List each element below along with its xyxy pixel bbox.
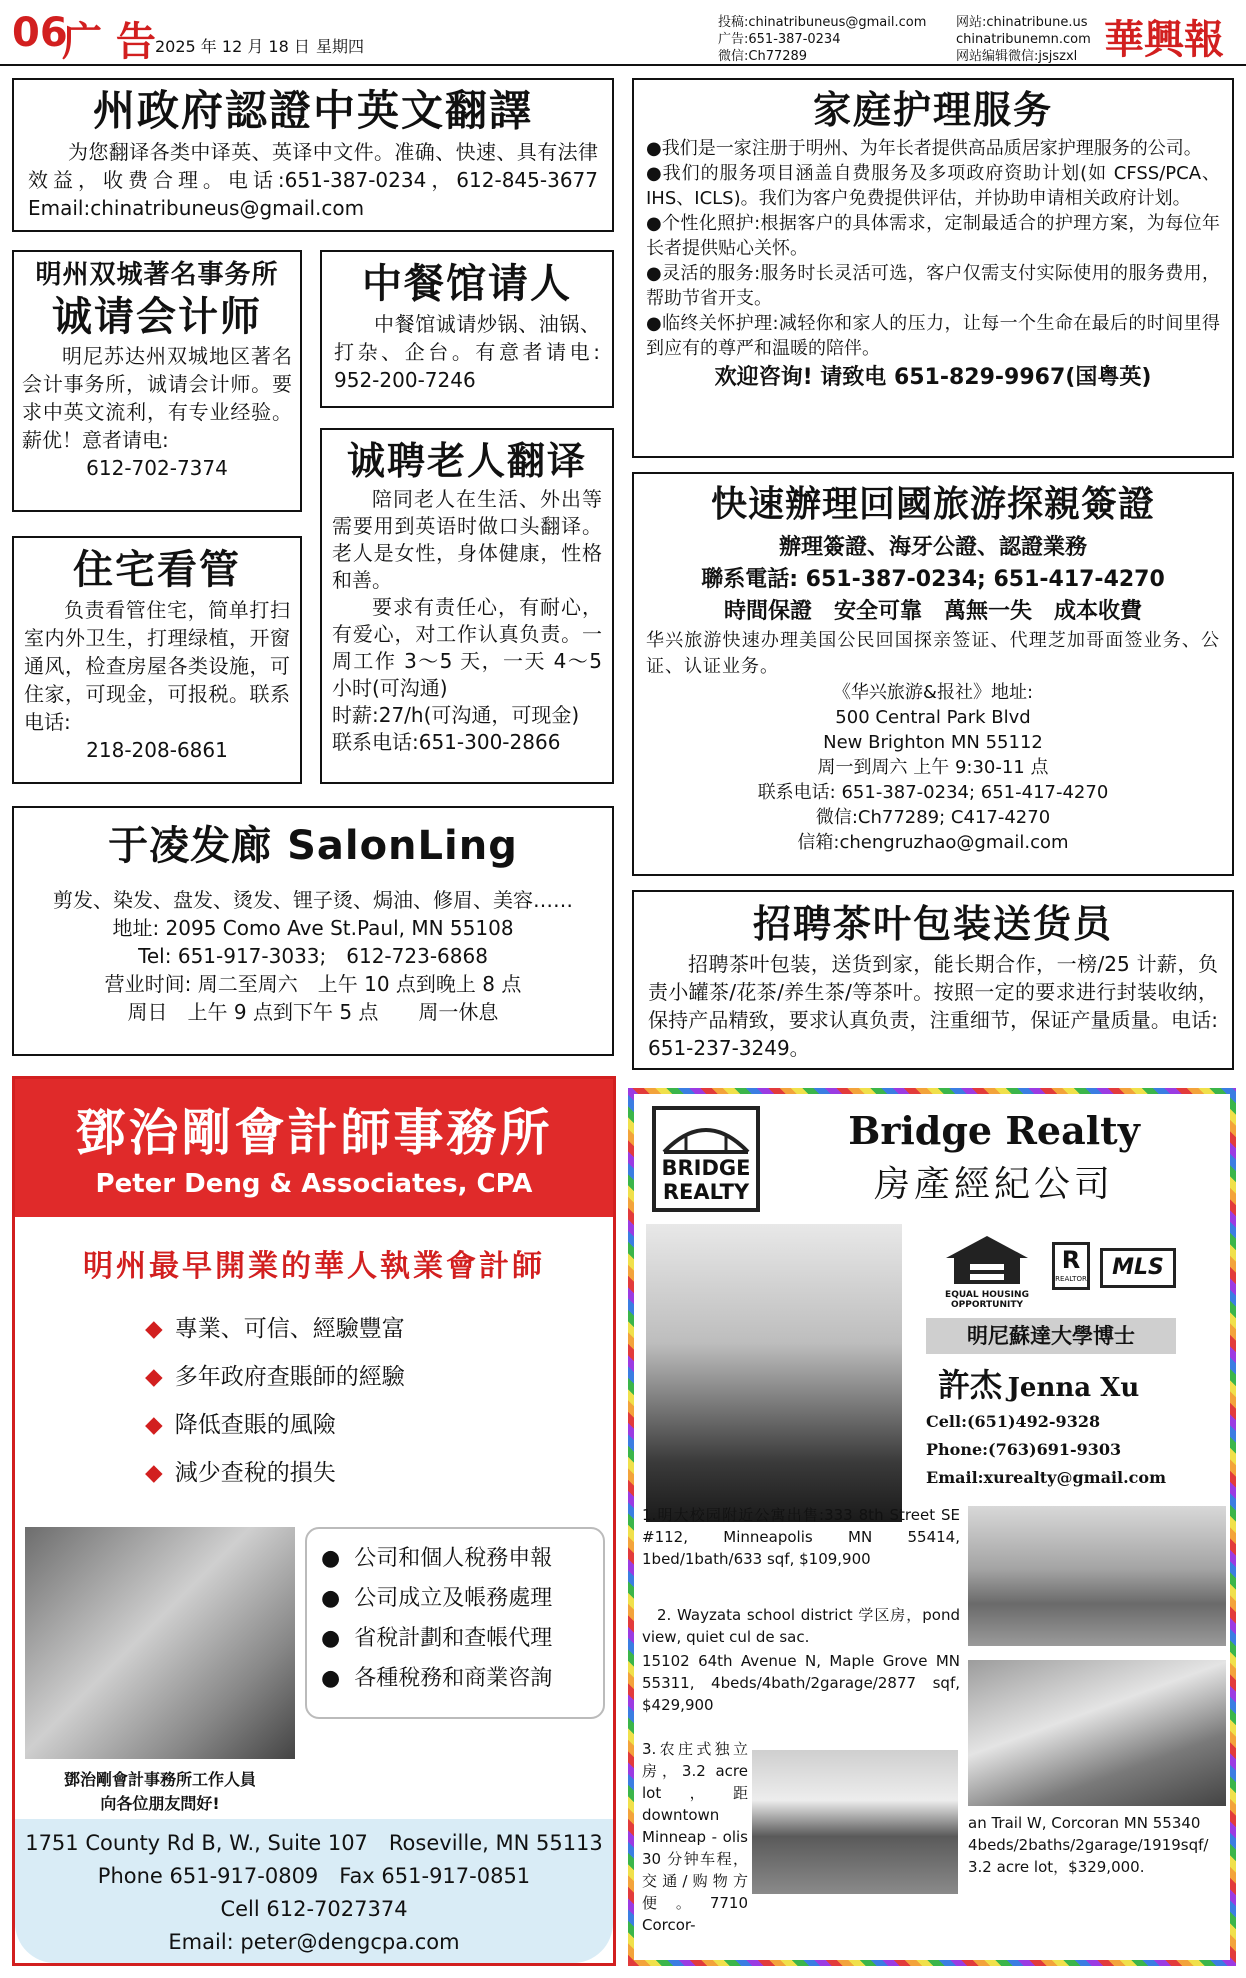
site-line: 网站编辑微信:jsjszxl [956, 49, 1078, 64]
listing-1: 1.明大校园附近公寓出售:333 8th Street SE #112, Minneapolis MN 55414, 1bed/1bath/633 sqf, $109,900 [642, 1506, 960, 1568]
cpa-bullet-text: 多年政府查賬師的經驗 [174, 1364, 405, 1390]
listing-2-detail: 15102 64th Avenue N, Maple Grove MN 55311, 4beds/4bath/2garage/2877 sqf, $429,900 [642, 1652, 960, 1714]
page-number: 06 [12, 10, 68, 56]
ad-translation [12, 78, 618, 232]
cpa-bullet [145, 1449, 405, 1497]
listing-photo-1 [968, 1506, 1226, 1646]
agent-name-cn: 許杰 [938, 1366, 1003, 1404]
salon-services: 剪发、染发、盘发、烫发、锂子烫、焗油、修眉、美容…… [53, 888, 573, 912]
ad-body: 负责看管住宅，简单打扫室内外卫生，打理绿植，开窗通风，检查房屋各类设施，可住家，可现金，可报税。联系电话: [24, 598, 290, 734]
cpa-photo-caption: 向各位朋友問好! [100, 1794, 220, 1813]
bullet-dot-icon: ● [321, 1546, 341, 1571]
cpa-bullet-text: 減少查稅的損失 [174, 1460, 336, 1486]
cpa-services [305, 1527, 605, 1719]
visa-line: 聯系電話: 651-387-0234; 651-417-4270 [701, 567, 1165, 592]
ad-realty [628, 1088, 1236, 1966]
salon-hours: 周日 上午 9 点到下午 5 点 周一休息 [127, 1000, 499, 1024]
listing-photo-3 [752, 1750, 958, 1894]
cpa-service-text: 公司和個人稅務申報 [354, 1546, 553, 1571]
visa-wechat: 微信:Ch77289; C417-4270 [815, 807, 1051, 828]
cpa-cell: Cell 612-7027374 [220, 1897, 408, 1921]
site-line[interactable]: chinatribunemn.com [956, 32, 1091, 47]
eho-text: EQUAL HOUSING [945, 1290, 1029, 1300]
ad-body: 陪同老人在生活、外出等需要用到英语时做口头翻译。老人是女性，身体健康，性格和善。 [332, 487, 602, 592]
ad-tea [632, 890, 1234, 1070]
agent-photo [646, 1224, 902, 1522]
cpa-contact-panel [15, 1819, 613, 1963]
ad-wage: 时薪:27/h(可沟通，可现金) [332, 703, 580, 727]
bridge-icon [660, 1114, 752, 1156]
visa-body: 华兴旅游快速办理美国公民回国探亲签证、代理芝加哥面签业务、公证、认证业务。 [646, 630, 1220, 677]
care-item: ●我们的服务项目涵盖自费服务及多项政府资助计划(如 CFSS/PCA、IHS、ICLS)。我们为客户免费提供评估，并协助申请相关政府计划。 [646, 163, 1220, 209]
cpa-subtitle: Peter Deng & Associates, CPA [95, 1169, 533, 1199]
ad-title: 中餐馆请人 [362, 261, 572, 307]
masthead-logo: 華興報 [1104, 16, 1224, 63]
cpa-bullet [145, 1401, 405, 1449]
ad-body: 中餐馆诚请炒锅、油锅、打杂、企台。有意者请电: 952-200-7246 [334, 312, 600, 392]
ad-cpa [12, 1076, 616, 1966]
ad-title: 家庭护理服务 [812, 88, 1053, 132]
ad-title: 招聘茶叶包装送货员 [752, 902, 1113, 946]
visa-email[interactable]: 信箱:chengruzhao@gmail.com [797, 832, 1069, 853]
care-item: ●临终关怀护理:减轻你和家人的压力，让每一个生命在最后的时间里得到应有的尊严和温暖的陪伴。 [646, 313, 1220, 359]
ad-body: 为您翻译各类中译英、英译中文件。准确、快速、具有法律效益，收费合理。电话:651-387-0234，612-845-3677 Email:chinatribuneus@gmail.com [28, 140, 618, 220]
ad-body: 招聘茶叶包装，送货到家，能长期合作，一榜/25 计薪，负责小罐茶/花茶/养生茶/等茶叶。按照一定的要求进行封装收纳，保持产品精致，要求认真负责，注重细节，保证产量质量。电话: 651-237-3249。 [648, 952, 1218, 1060]
visa-phones: 联系电话: 651-387-0234; 651-417-4270 [757, 782, 1109, 803]
issue-weekday: 星期四 [316, 37, 365, 56]
realty-name-cn: 房產經紀公司 [873, 1164, 1114, 1205]
contact-line: 广告:651-387-0234 [718, 32, 841, 47]
salon-tel: Tel: 651-917-3033; 612-723-6868 [138, 944, 488, 968]
ad-title: 住宅看管 [73, 547, 241, 593]
visa-hours: 周一到周六 上午 9:30-11 点 [817, 757, 1049, 778]
cpa-bullet-text: 降低查賬的風險 [174, 1412, 336, 1438]
agent-name-en: Jenna Xu [1007, 1373, 1140, 1403]
realty-logo [652, 1106, 760, 1212]
cpa-banner [15, 1079, 613, 1217]
section-name: 广 告 [62, 19, 156, 65]
ad-title: 快速辦理回國旅游探親簽證 [710, 484, 1155, 525]
cpa-service [321, 1659, 589, 1699]
realtor-r-icon: R [1061, 1246, 1081, 1274]
realtor-badge [1052, 1242, 1090, 1290]
cpa-service-text: 各種稅務和商業咨詢 [354, 1666, 553, 1691]
cpa-bullet [145, 1305, 405, 1353]
ad-phone: 612-702-7374 [86, 456, 228, 480]
realty-logo-text: BRIDGE [661, 1156, 751, 1180]
ad-title: 于凌发廊 SalonLing [108, 823, 518, 869]
ad-visa [632, 472, 1234, 876]
ad-accountant [12, 250, 302, 512]
ad-body: 明尼苏达州双城地区著名会计事务所，诚请会计师。要求中英文流利，有专业经验。薪优！意者请电: [22, 344, 292, 452]
listing-2-intro: 2. Wayzata school district 学区房，pond view, quiet cul de sac. [642, 1606, 960, 1646]
issue-date: 2025 年 12 月 18 日 [155, 37, 310, 56]
listing-photo-2 [968, 1660, 1226, 1806]
bullet-dot-icon: ● [321, 1626, 341, 1651]
cpa-address: 1751 County Rd B, W., Suite 107 Roseville, MN 55113 [25, 1831, 603, 1855]
cpa-service [321, 1619, 589, 1659]
ad-phone: 联系电话:651-300-2866 [332, 730, 561, 754]
cpa-bullet-text: 專業、可信、經驗豐富 [174, 1316, 405, 1342]
ad-restaurant [320, 250, 614, 408]
cpa-title: 鄧治剛會計師事務所 [75, 1103, 553, 1162]
contact-line: 微信:Ch77289 [718, 49, 808, 64]
cpa-email[interactable]: Email: peter@dengcpa.com [168, 1930, 460, 1954]
realty-logo-text: REALTY [662, 1180, 750, 1204]
diamond-icon: ◆ [145, 1412, 163, 1438]
header-contacts [718, 14, 926, 65]
realty-name-en: Bridge Realty [848, 1108, 1140, 1153]
care-item: ●灵活的服务:服务时长灵活可选，客户仅需支付实际使用的服务费用，帮助节省开支。 [646, 263, 1220, 309]
care-item: ●我们是一家注册于明州、为年长者提供高品质居家护理服务的公司。 [646, 138, 1202, 159]
ad-body: 要求有责任心，有耐心，有爱心，对工作认真负责。一周工作 3～5 天，一天 4～5 小时(可沟通) [332, 595, 602, 700]
cpa-service [321, 1579, 589, 1619]
salon-address: 地址: 2095 Como Ave St.Paul, MN 55108 [112, 916, 514, 940]
salon-hours: 营业时间: 周二至周六 上午 10 点到晚上 8 点 [104, 972, 522, 996]
visa-line: 時間保證 安全可靠 萬無一失 成本收費 [723, 599, 1142, 624]
agent-name [938, 1360, 1198, 1406]
eho-text: OPPORTUNITY [950, 1300, 1023, 1310]
ad-phone: 218-208-6861 [86, 738, 228, 762]
cpa-service [321, 1539, 589, 1579]
agent-cell: Cell:(651)492-9328 [926, 1412, 1101, 1431]
cpa-bullets [145, 1305, 405, 1497]
listing-3-detail: an Trail W, Corcoran MN 55340 4beds/2baths/2garage/1919sqf/ 3.2 acre lot，$329,000. [968, 1814, 1209, 1876]
diamond-icon: ◆ [145, 1316, 163, 1342]
contact-line: 投稿:chinatribuneus@gmail.com [718, 15, 927, 30]
ad-title: 州政府認證中英文翻譯 [92, 86, 533, 135]
ad-title: 诚请会计师 [52, 294, 262, 340]
visa-addr: 500 Central Park Blvd [835, 707, 1031, 728]
cpa-service-text: 公司成立及帳務處理 [354, 1586, 553, 1611]
visa-addr-title: 《华兴旅游&报社》地址: [832, 682, 1034, 703]
care-item: ●个性化照护:根据客户的具体需求，定制最适合的护理方案，为每位年长者提供贴心关怀。 [646, 213, 1220, 259]
bullet-dot-icon: ● [321, 1586, 341, 1611]
header-sites [956, 14, 1091, 65]
agent-email[interactable]: Email:xurealty@gmail.com [926, 1468, 1167, 1487]
realtor-text: REALTOR [1055, 1275, 1087, 1283]
mls-badge: MLS [1100, 1248, 1176, 1288]
cpa-tagline: 明州最早開業的華人執業會計師 [83, 1249, 545, 1284]
cpa-bullet [145, 1353, 405, 1401]
ad-home-care [632, 78, 1234, 458]
cpa-photo-caption: 鄧治剛會計事務所工作人員 [63, 1770, 256, 1789]
agent-phone: Phone:(763)691-9303 [926, 1440, 1122, 1459]
care-cta: 欢迎咨询! 请致电 651-829-9967(国粤英) [714, 365, 1152, 390]
diamond-icon: ◆ [145, 1364, 163, 1390]
cpa-service-text: 省稅計劃和查帳代理 [354, 1626, 553, 1651]
agent-degree: 明尼蘇達大學博士 [926, 1318, 1176, 1354]
listing-3-intro: 3.农庄式独立房，3.2 acre lot，距 downtown Minneap - olis 30 分钟车程，交通/购物方便。7710 Corcor- [642, 1740, 748, 1934]
ad-elder-translator [320, 428, 614, 784]
cpa-phone: Phone 651-917-0809 Fax 651-917-0851 [97, 1864, 531, 1888]
page-header [0, 0, 1246, 66]
visa-addr: New Brighton MN 55112 [823, 732, 1043, 753]
diamond-icon: ◆ [145, 1460, 163, 1486]
equal-housing-badge [938, 1234, 1036, 1314]
cpa-staff-photo [25, 1527, 295, 1759]
equal-housing-icon [938, 1234, 1036, 1286]
bullet-dot-icon: ● [321, 1666, 341, 1691]
ad-title: 明州双城著名事务所 [35, 260, 279, 290]
ad-salon [12, 806, 614, 1056]
site-line[interactable]: 网站:chinatribune.us [956, 15, 1088, 30]
ad-title: 诚聘老人翻译 [346, 439, 587, 483]
ad-house-sitter [12, 536, 302, 784]
visa-line: 辦理簽證、海牙公證、認證業務 [778, 535, 1087, 560]
